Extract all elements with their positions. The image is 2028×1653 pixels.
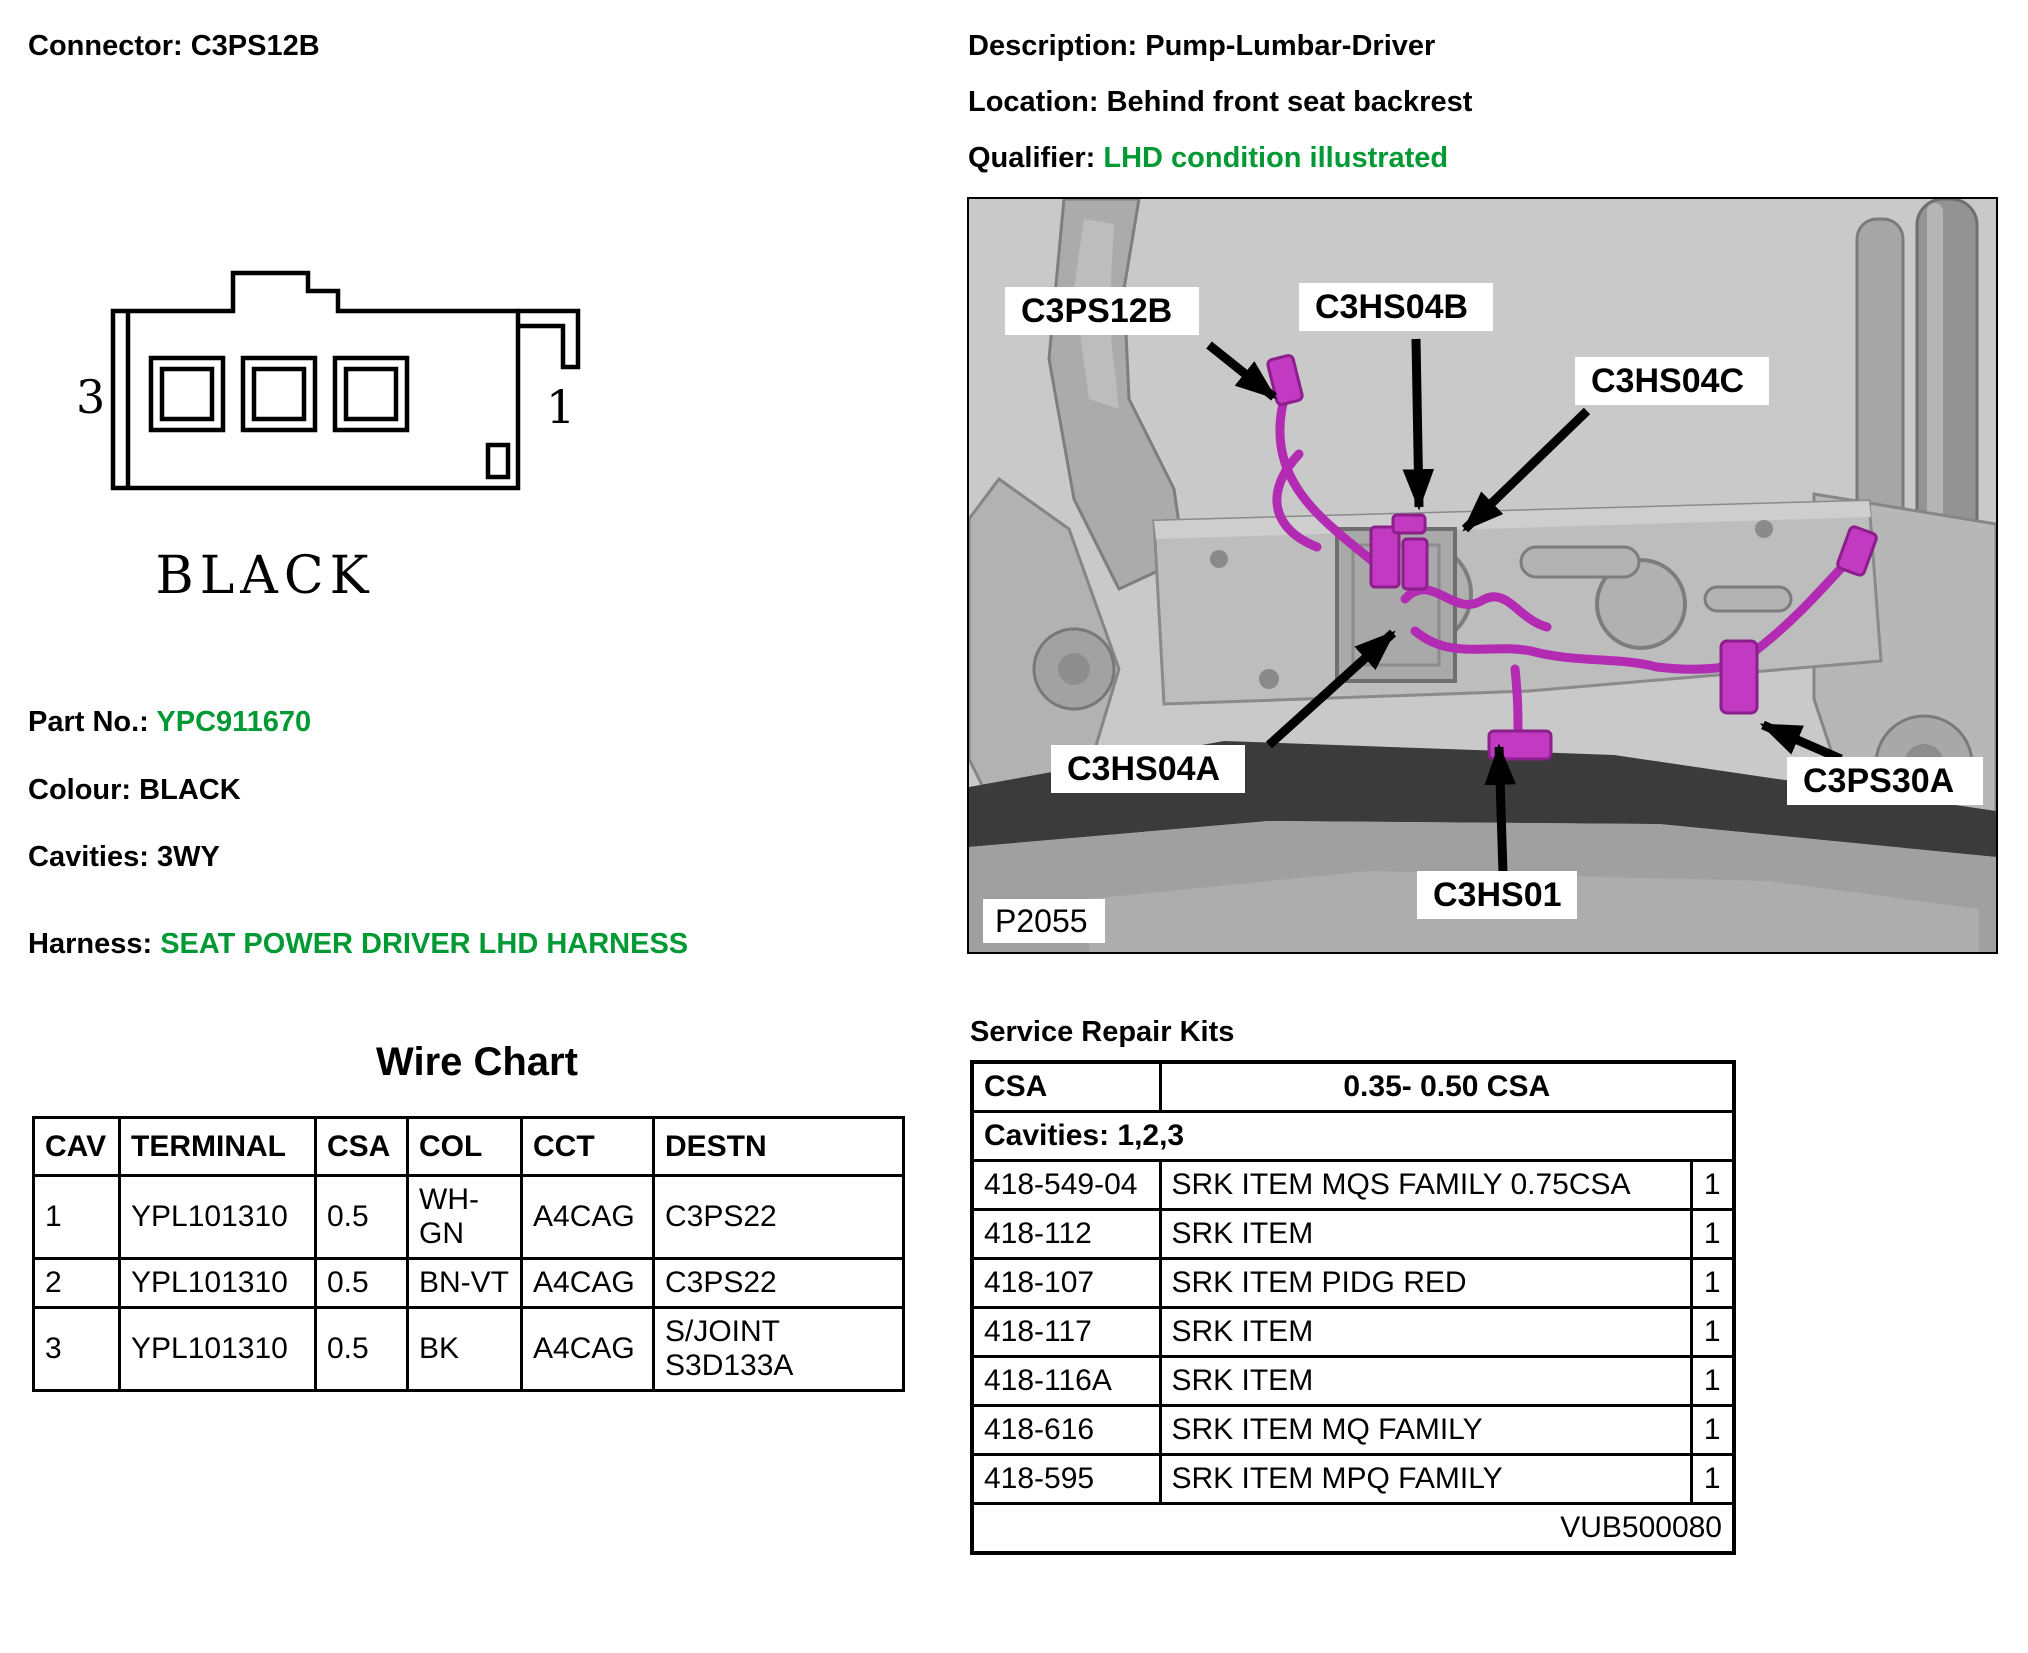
srk-item-row [972, 1161, 1734, 1210]
cavity-inner-1 [162, 369, 212, 419]
description-label: Description: [968, 30, 1138, 62]
srk-part: 418-549-04 [972, 1161, 1160, 1210]
srk-item-row [972, 1308, 1734, 1357]
pin-number-left: 3 [76, 370, 106, 424]
srk-cavities-row [972, 1112, 1734, 1161]
cell-col: BK [408, 1308, 522, 1391]
cell-cav: 3 [34, 1308, 120, 1391]
wire-chart-header-row [34, 1118, 904, 1176]
cell-terminal: YPL101310 [120, 1308, 316, 1391]
seat-illustration-svg [969, 199, 1996, 952]
cell-terminal: YPL101310 [120, 1176, 316, 1259]
service-repair-kits-table [970, 1060, 1736, 1555]
srk-qty: 1 [1691, 1210, 1734, 1259]
cell-csa: 0.5 [316, 1176, 408, 1259]
wire-row-3 [34, 1308, 904, 1391]
wire-header-cct: CCT [522, 1118, 654, 1176]
wire-row-1 [34, 1176, 904, 1259]
connector-notch [488, 445, 508, 477]
cell-col: BN-VT [408, 1259, 522, 1308]
srk-footer-row [972, 1504, 1734, 1554]
srk-footer: VUB500080 [972, 1504, 1734, 1554]
srk-qty: 1 [1691, 1357, 1734, 1406]
srk-part: 418-116A [972, 1357, 1160, 1406]
cell-destn: C3PS22 [654, 1176, 904, 1259]
wire-header-destn: DESTN [654, 1118, 904, 1176]
cavities-label: Cavities: [28, 841, 149, 873]
callout-c3hs04c: C3HS04C [1591, 362, 1745, 400]
srk-item-row [972, 1259, 1734, 1308]
pin-number-right: 1 [546, 380, 576, 434]
srk-desc: SRK ITEM PIDG RED [1160, 1259, 1691, 1308]
colour-line [28, 772, 241, 808]
qualifier-label: Qualifier: [968, 142, 1096, 174]
srk-header-row [972, 1062, 1734, 1112]
cavity-inner-2 [254, 369, 304, 419]
callout-c3hs04b: C3HS04B [1315, 288, 1469, 326]
srk-desc: SRK ITEM MQ FAMILY [1160, 1406, 1691, 1455]
service-repair-kits-title: Service Repair Kits [970, 1016, 1235, 1048]
srk-part: 418-616 [972, 1406, 1160, 1455]
srk-desc: SRK ITEM [1160, 1210, 1691, 1259]
part-no-label: Part No.: [28, 706, 149, 738]
colour-label: Colour: [28, 774, 132, 806]
connector-value: C3PS12B [190, 30, 320, 62]
cavities-value: 3WY [156, 841, 220, 873]
cell-cct: A4CAG [522, 1176, 654, 1259]
srk-part: 418-117 [972, 1308, 1160, 1357]
location-value: Behind front seat backrest [1106, 86, 1473, 118]
cell-csa: 0.5 [316, 1308, 408, 1391]
callout-c3ps12b: C3PS12B [1021, 292, 1173, 330]
cell-terminal: YPL101310 [120, 1259, 316, 1308]
harness-value: SEAT POWER DRIVER LHD HARNESS [160, 928, 689, 960]
srk-qty: 1 [1691, 1308, 1734, 1357]
srk-desc: SRK ITEM MPQ FAMILY [1160, 1455, 1691, 1504]
description-line [968, 28, 1472, 64]
connector-title [28, 28, 320, 64]
srk-qty: 1 [1691, 1406, 1734, 1455]
srk-desc: SRK ITEM [1160, 1357, 1691, 1406]
connector-flange [518, 311, 578, 367]
qualifier-line [968, 140, 1472, 176]
srk-csa-range: 0.35- 0.50 CSA [1160, 1062, 1734, 1112]
wire-row-2 [34, 1259, 904, 1308]
wire-header-cav: CAV [34, 1118, 120, 1176]
callout-c3hs01: C3HS01 [1433, 876, 1562, 914]
srk-desc: SRK ITEM MQS FAMILY 0.75CSA [1160, 1161, 1691, 1210]
srk-part: 418-107 [972, 1259, 1160, 1308]
cell-cct: A4CAG [522, 1308, 654, 1391]
part-no-value: YPC911670 [156, 706, 312, 738]
cell-col: WH-GN [408, 1176, 522, 1259]
srk-part: 418-595 [972, 1455, 1160, 1504]
cell-csa: 0.5 [316, 1259, 408, 1308]
srk-cavities: Cavities: 1,2,3 [972, 1112, 1734, 1161]
cavities-line [28, 839, 220, 875]
callout-c3hs04a: C3HS04A [1067, 750, 1221, 788]
srk-qty: 1 [1691, 1259, 1734, 1308]
wire-chart-table [32, 1116, 905, 1392]
connector-drawing [68, 258, 613, 508]
qualifier-value: LHD condition illustrated [1103, 142, 1449, 174]
connector-label: Connector: [28, 30, 183, 62]
srk-item-row [972, 1357, 1734, 1406]
description-value: Pump-Lumbar-Driver [1145, 30, 1436, 62]
cell-cav: 1 [34, 1176, 120, 1259]
location-label: Location: [968, 86, 1099, 118]
location-line [968, 84, 1472, 120]
wire-header-terminal: TERMINAL [120, 1118, 316, 1176]
cell-destn: C3PS22 [654, 1259, 904, 1308]
colour-value: BLACK [139, 774, 241, 806]
srk-qty: 1 [1691, 1455, 1734, 1504]
cavity-inner-3 [346, 369, 396, 419]
cell-cav: 2 [34, 1259, 120, 1308]
srk-item-row [972, 1210, 1734, 1259]
header-info [968, 28, 1472, 176]
wire-header-csa: CSA [316, 1118, 408, 1176]
cell-cct: A4CAG [522, 1259, 654, 1308]
harness-label: Harness: [28, 928, 153, 960]
seat-illustration [967, 197, 1998, 954]
cell-destn: S/JOINT S3D133A [654, 1308, 904, 1391]
connector-colour-caption: BLACK [155, 546, 375, 606]
wire-header-col: COL [408, 1118, 522, 1176]
srk-item-row [972, 1406, 1734, 1455]
srk-part: 418-112 [972, 1210, 1160, 1259]
srk-item-row [972, 1455, 1734, 1504]
figure-id: P2055 [995, 903, 1088, 939]
srk-csa-label: CSA [972, 1062, 1160, 1112]
srk-desc: SRK ITEM [1160, 1308, 1691, 1357]
wire-chart-title: Wire Chart [376, 1040, 578, 1084]
part-no-line [28, 704, 311, 740]
srk-qty: 1 [1691, 1161, 1734, 1210]
harness-line [28, 926, 688, 962]
callout-c3ps30a: C3PS30A [1803, 762, 1955, 800]
